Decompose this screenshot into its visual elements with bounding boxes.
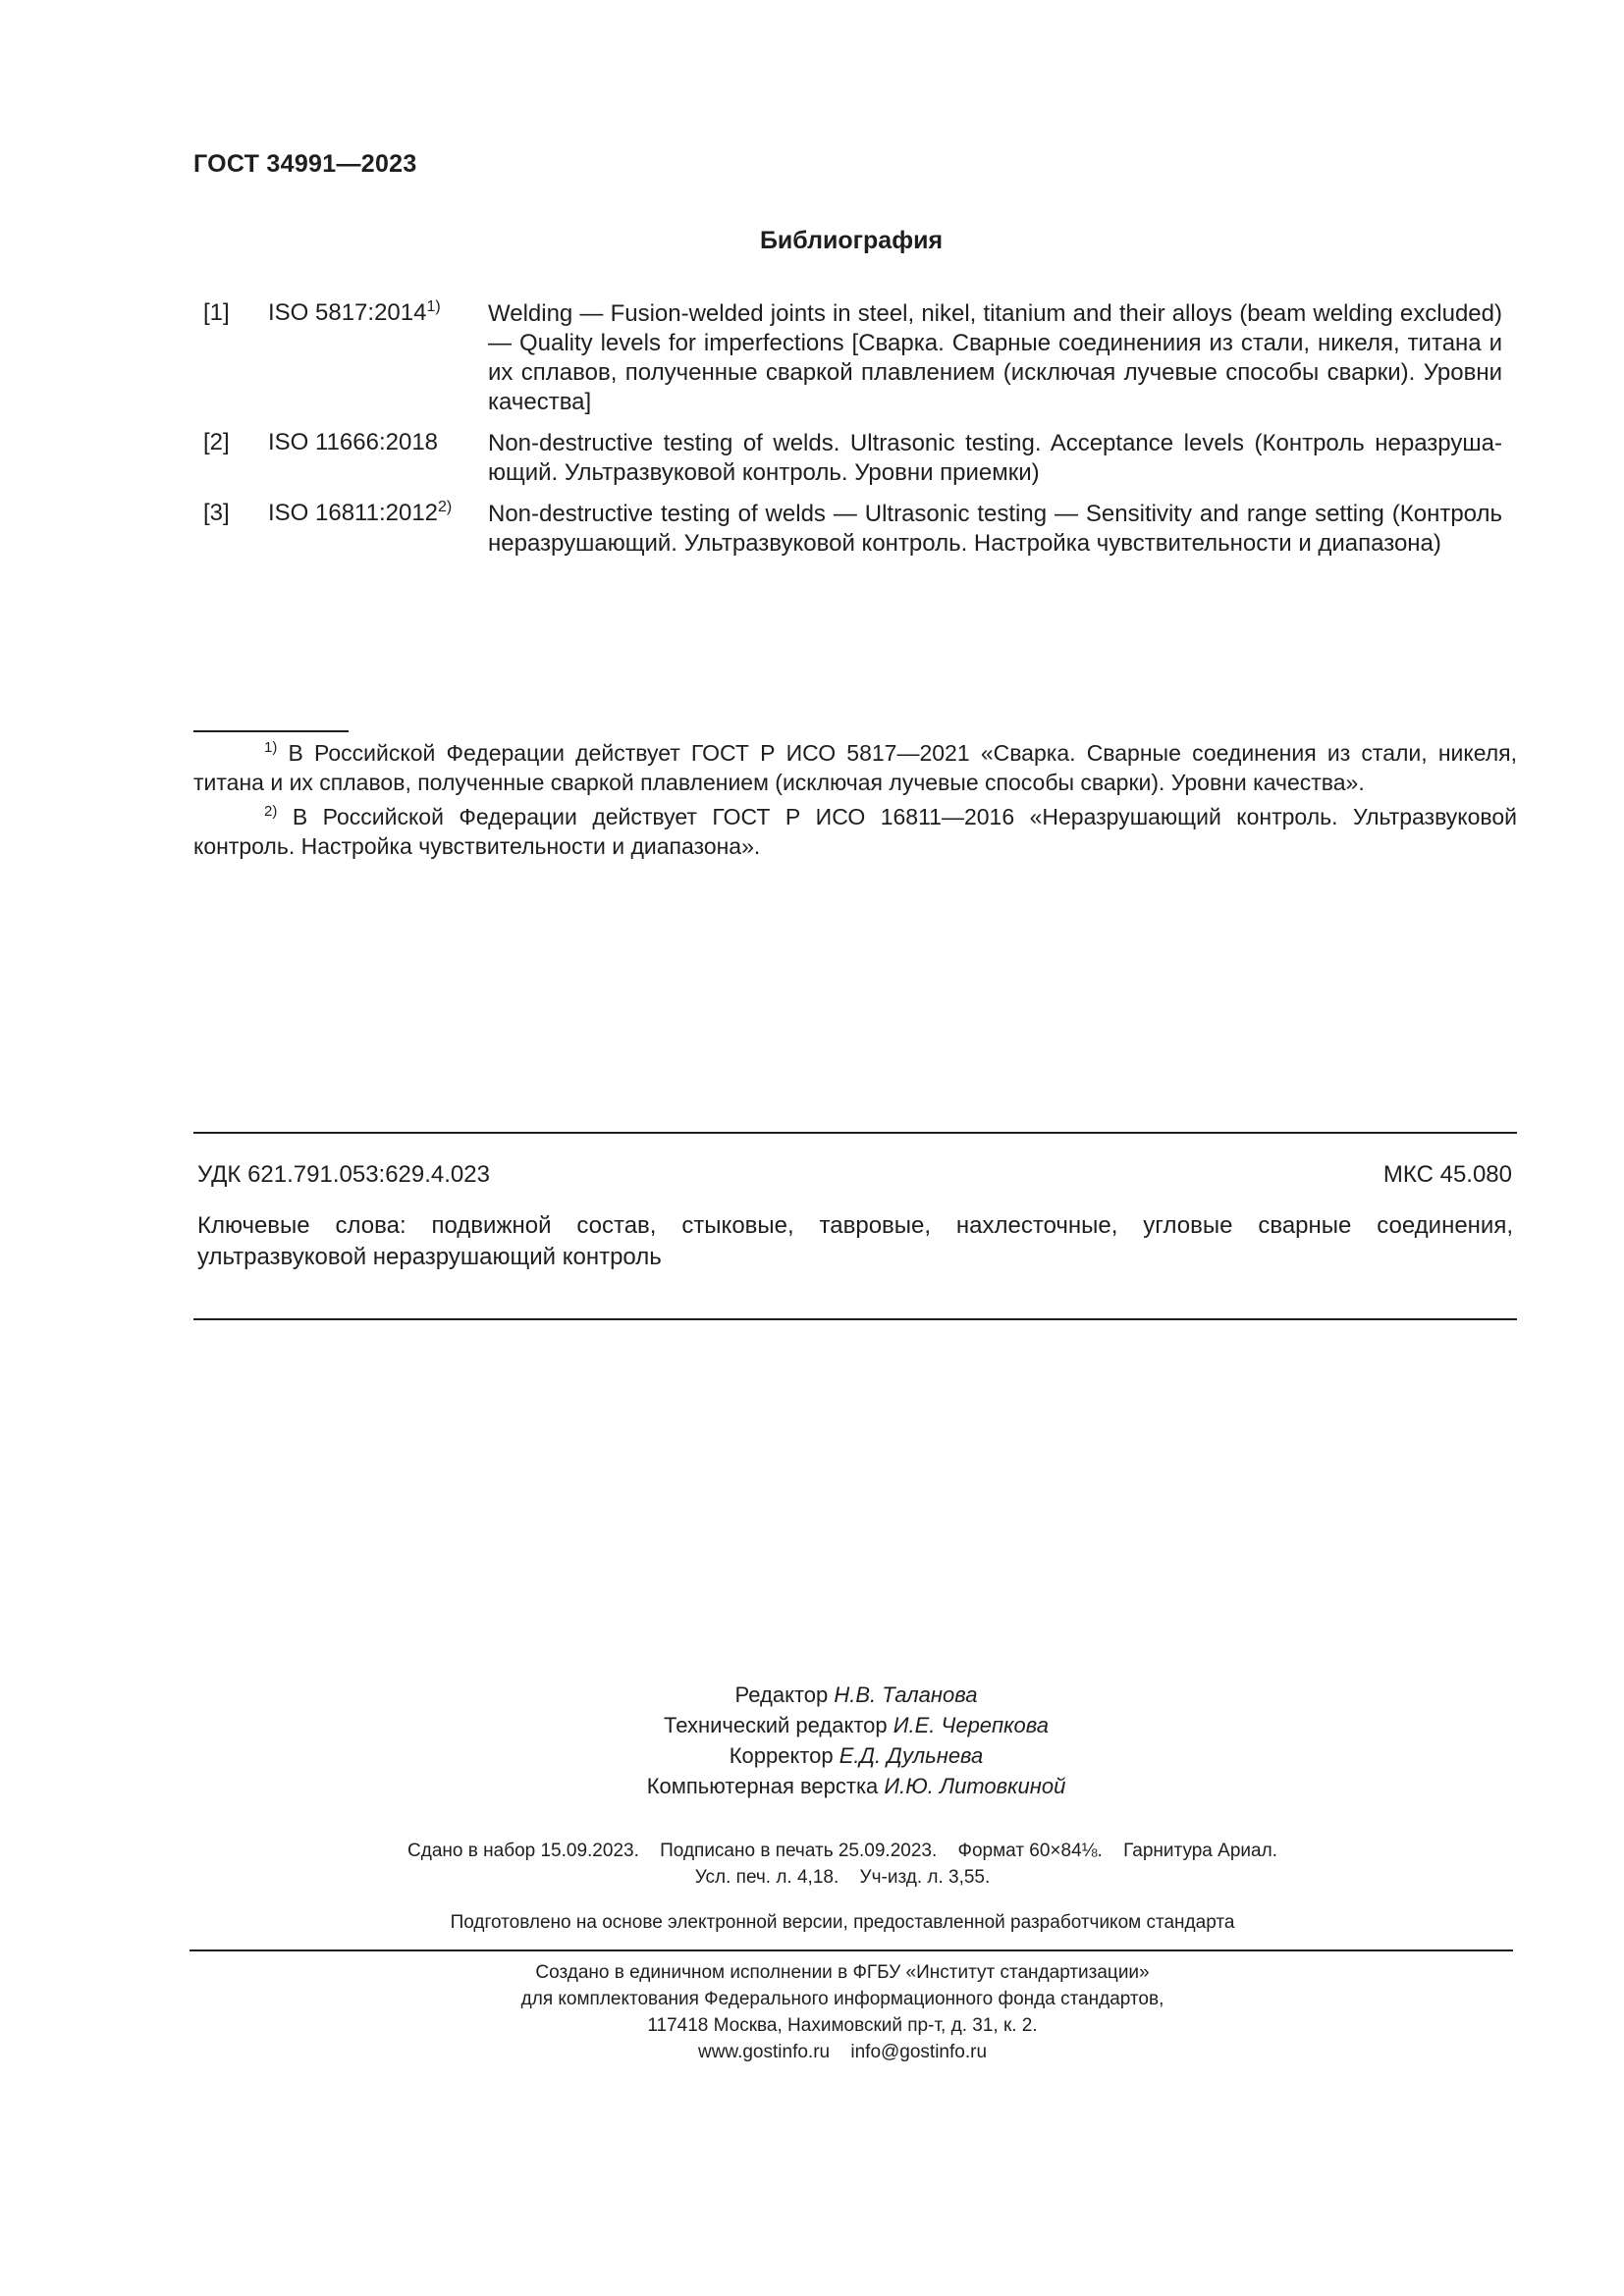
bibliography-title: Библиография [759,227,944,254]
imprint-rule [189,1949,1513,1951]
entry-number: [1] [203,299,230,326]
imprint-address: 117418 Москва, Нахимовский пр-т, д. 31, к. 2. [647,2015,1038,2036]
mks-code: МКС 45.080 [1382,1161,1512,1188]
imprint-line: Создано в единичном исполнении в ФГБУ «Институт стандартизации» [535,1962,1150,1983]
entry-standard: ISO 16811:2012$^{2)}$ [268,499,453,526]
signed-date: Подписано в печать 25.09.2023. [660,1841,938,1861]
entry-number: [3] [203,500,230,526]
classification-bottom-rule [193,1318,1517,1320]
keywords: Ключевые слова: подвижной состав, стыковые, тавровые, нахлесточные, угловые сварные соединения, ультразвуковой неразрушающий контроль [197,1212,1513,1270]
credit-technical-editor: Технический редактор И.Е. Черепкова [664,1713,1049,1737]
typeface: Гарнитура Ариал. [1123,1841,1277,1861]
entry-number: [2] [203,429,230,455]
footnote-mark: 1) [426,298,441,315]
prepared-note: Подготовлено на основе электронной версии, предоставленной разработчиком стандарта [450,1912,1235,1933]
entry-standard: ISO 11666:2018 [268,429,439,455]
credits [0,1680,1624,1801]
entry-description: Non-destructive testing of welds — Ultrasonic testing — Sensitivity and range setting (Контроль неразрушающий. Ультразвуковой контроль. Настройка чувствительности и диапазона) [488,501,1502,557]
entry-description: Non-destructive testing of welds. Ultrasonic testing. Acceptance levels (Контроль неразрушающий. Ультразвуковой контроль. Уровни приемки) [488,430,1502,486]
submitted-date: Сдано в набор 15.09.2023. [407,1841,639,1861]
footnote-separator [193,730,349,732]
credit-layout: Компьютерная верстка И.Ю. Литовкиной [646,1774,1066,1798]
footnote-mark: 2) [438,499,453,515]
publisher-sheets: Уч-изд. л. 3,55. [859,1867,991,1888]
document-code: ГОСТ 34991—2023 [193,150,417,178]
imprint-contacts [61,2039,1624,2065]
format: Формат 60×84⅛. [957,1841,1103,1861]
website-link[interactable]: www.gostinfo.ru [697,2042,831,2062]
print-sheets: Усл. печ. л. 4,18. [694,1867,839,1888]
email-link[interactable]: info@gostinfo.ru [850,2042,988,2062]
entry-description: Welding — Fusion-welded joints in steel, nikel, titanium and their alloys (beam welding excluded) — Quality levels for imperfections [Сварка. Сварные соединениия из стали, никеля, титана и их сплавов, полученные сваркой плавлением (исключая лучевые способы сварки). Уровни качества] [488,300,1502,415]
imprint-line: для комплектования Федерального информационного фонда стандартов, [520,1989,1164,2009]
classification-top-rule [193,1132,1517,1134]
publication-info [0,1838,1624,1891]
footnote: $^{2)}$ В Российской Федерации действует ГОСТ Р ИСО 16811—2016 «Неразрушающий контроль. Ультразвуковой контроль. Настройка чувствительности и диапазона». [193,803,1517,859]
credit-proofreader: Корректор Е.Д. Дульнева [729,1743,984,1768]
entry-standard: ISO 5817:2014$^{1)}$ [268,298,441,326]
footnote-mark: 1) [264,739,278,756]
udk-code: УДК 621.791.053:629.4.023 [197,1161,490,1188]
footnote: $^{1)}$ В Российской Федерации действует ГОСТ Р ИСО 5817—2021 «Сварка. Сварные соединения из стали, никеля, титана и их сплавов, полученные сваркой плавлением (исключая лучевые способы сварки). Уровни качества». [193,739,1517,795]
footnote-mark: 2) [264,803,278,820]
credit-editor: Редактор Н.В. Таланова [734,1682,978,1707]
imprint [0,1959,1624,2065]
